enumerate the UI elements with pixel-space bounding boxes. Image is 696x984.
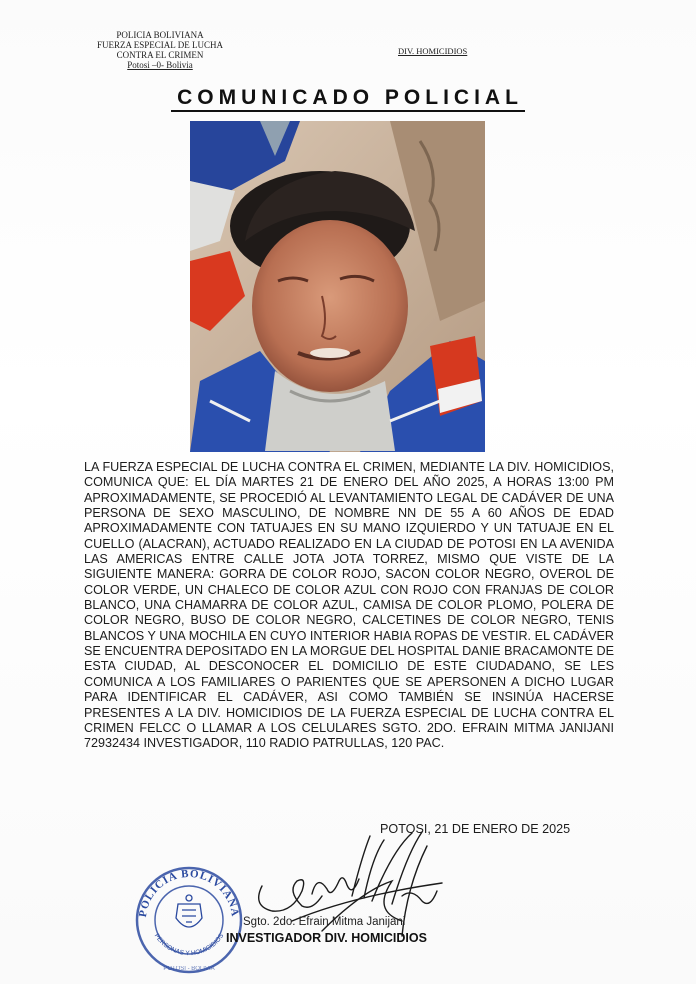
org-line-1: POLICIA BOLIVIANA [116, 30, 204, 40]
svg-text:PERSONAS Y HOMICIDIOS [153, 932, 226, 957]
signer-title: INVESTIGADOR DIV. HOMICIDIOS [226, 931, 427, 945]
communique-body: LA FUERZA ESPECIAL DE LUCHA CONTRA EL CRIMEN, MEDIANTE LA DIV. HOMICIDIOS, COMUNICA QUE: EL DÍA MARTES 21 DE ENERO DEL AÑO 2025, A HORAS 13:00 PM APROXIMADAMENTE, SE PROCEDIÓ AL LEVANTAMIENTO LEGAL DE CADÁVER DE UNA PERSONA DE SEXO MASCULINO, DE NOMBRE NN DE 55 A 60 AÑOS DE EDAD APROXIMADAMENTE CON TATUAJES EN SU MANO IZQUIERDO Y UN TATUAJE EN EL CUELLO (ALACRAN), ACTUADO REALIZADO EN LA CIUDAD DE POTOSI EN LA AVENIDA LAS AMERICAS ENTRE CALLE JOTA JOTA TORREZ, MISMO QUE VISTE DE LA SIGUIENTE MANERA: GORRA DE COLOR ROJO, SACON COLOR NEGRO, OVEROL DE COLOR VERDE, UN CHALECO DE COLOR AZUL CON ROJO CON FRANJAS DE COLOR BLANCO, UNA CHAMARRA DE COLOR AZUL, CAMISA DE COLOR PLOMO, POLERA DE COLOR NEGRO, BUSO DE COLOR NEGRO, CALCETINES DE COLOR NEGRO, TENIS BLANCOS Y UNA MOCHILA EN CUYO INTERIOR HABIA ROPAS DE VESTIR. EL CADÁVER SE ENCUENTRA DEPOSITADO EN LA MORGUE DEL HOSPITAL DANIE BRACAMONTE DE ESTA CIUDAD, AL DESCONOCER EL DOMICILIO DE ESTE CIUDADANO, SE LES COMUNICA A LOS FAMILIARES O PARIENTES QUE SE APERSONEN A DICHO LUGAR PARA IDENTIFICAR EL CADÁVER, ASI COMO TAMBIÉN SE INSINÚA HACERSE PRESENTES A LA DIV. HOMICIDIOS DE LA FUERZA ESPECIAL DE LUCHA CONTRA EL CRIMEN FELCC O LLAMAR A LOS CELULARES SGTO. 2DO. EFRAIN MITMA JANIJANI 72932434 INVESTIGADOR, 110 RADIO PATRULLAS, 120 PAC. [84, 460, 614, 751]
page-title [0, 86, 696, 110]
person-photo-illustration [190, 121, 485, 452]
shield-emblem-icon [176, 895, 202, 927]
stamp-bottom-text: PERSONAS Y HOMICIDIOS [152, 932, 226, 958]
person-photo [190, 121, 485, 452]
stamp-lower-text: POTOSI - BOLIVIA [163, 966, 215, 972]
org-line-3: CONTRA EL CRIMEN [116, 50, 204, 60]
page-title-text: COMUNICADO POLICIAL [171, 86, 525, 112]
header-organization [70, 30, 250, 70]
signer-name: Sgto. 2do. Efrain Mitma Janijani [243, 916, 406, 928]
org-line-4: Potosi –0- Bolivia [127, 60, 193, 70]
police-seal-stamp [130, 862, 248, 974]
org-line-2: FUERZA ESPECIAL DE LUCHA [97, 40, 223, 50]
date-line: POTOSI, 21 DE ENERO DE 2025 [380, 822, 571, 836]
header-division: DIV. HOMICIDIOS [398, 46, 468, 56]
stamp-top-text: POLICIA BOLIVIANA [136, 867, 242, 918]
